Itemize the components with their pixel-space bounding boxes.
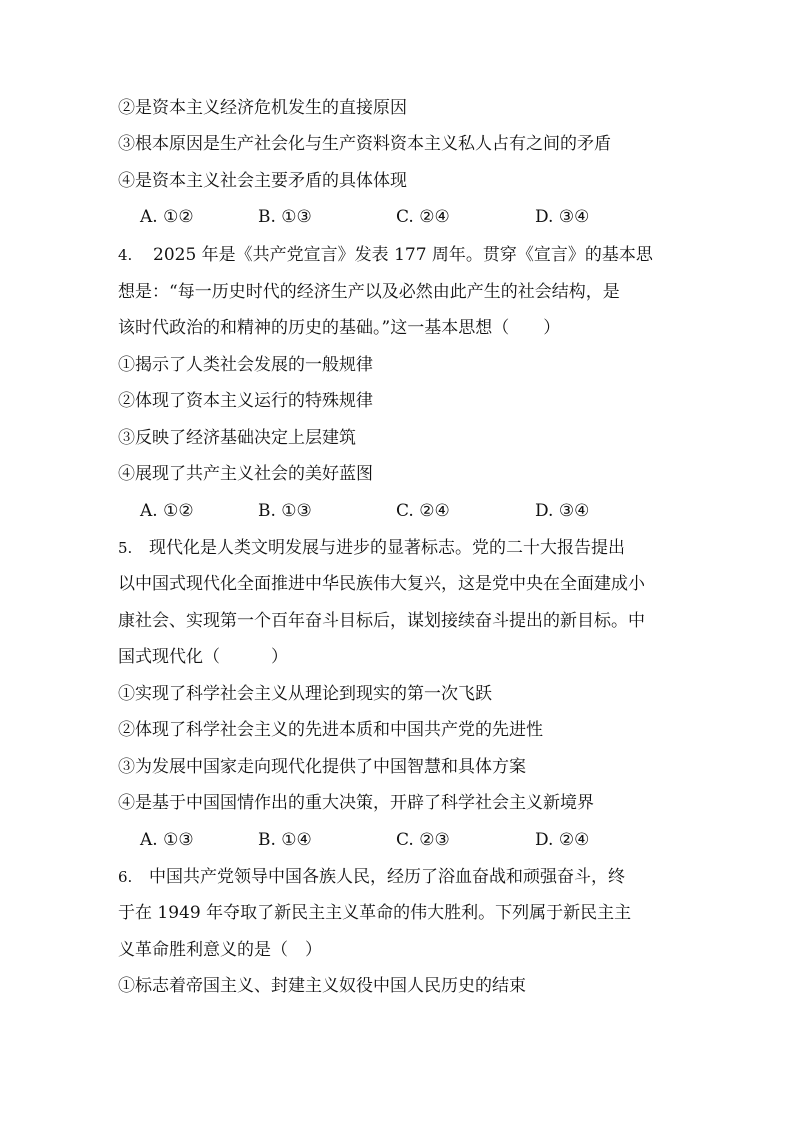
q5-option-c[interactable]: C. ②③ bbox=[396, 830, 450, 850]
q4-stem-line-1: 2025 年是《共产党宣言》发表 177 周年。贯穿《宣言》的基本思 bbox=[153, 245, 653, 265]
q4-stem-line-2: 想是：“每一历史时代的经济生产以及必然由此产生的社会结构，是 bbox=[118, 282, 620, 302]
q5-statement-1: ①实现了科学社会主义从理论到现实的第一次飞跃 bbox=[118, 684, 492, 704]
q5-option-a[interactable]: A. ①③ bbox=[140, 830, 194, 850]
q4-option-d[interactable]: D. ③④ bbox=[535, 501, 590, 521]
q5-option-b[interactable]: B. ①④ bbox=[258, 830, 312, 850]
q6-stem-line-1: 中国共产党领导中国各族人民，经历了浴血奋战和顽强奋斗，终 bbox=[149, 867, 625, 887]
q4-statement-1: ①揭示了人类社会发展的一般规律 bbox=[118, 355, 373, 375]
q4-option-a[interactable]: A. ①② bbox=[140, 501, 194, 521]
q5-stem-line-3: 康社会、实现第一个百年奋斗目标后，谋划接续奋斗提出的新目标。中 bbox=[118, 611, 645, 631]
q5-stem-line-4: 国式现代化（ ） bbox=[118, 647, 288, 667]
q3-statement-4: ④是资本主义社会主要矛盾的具体体现 bbox=[118, 171, 407, 191]
q5-option-d[interactable]: D. ②④ bbox=[535, 830, 590, 850]
q3-statement-3: ③根本原因是生产社会化与生产资料资本主义私人占有之间的矛盾 bbox=[118, 134, 611, 154]
q6-stem-line-2: 于在 1949 年夺取了新民主主义革命的伟大胜利。下列属于新民主主 bbox=[118, 903, 632, 923]
q3-statement-2: ②是资本主义经济危机发生的直接原因 bbox=[118, 98, 407, 118]
q4-number: 4. bbox=[118, 246, 133, 264]
q5-number: 5. bbox=[118, 539, 133, 557]
q3-option-b[interactable]: B. ①③ bbox=[258, 207, 312, 227]
q5-statement-4: ④是基于中国国情作出的重大决策，开辟了科学社会主义新境界 bbox=[118, 793, 594, 813]
q4-option-c[interactable]: C. ②④ bbox=[396, 501, 450, 521]
q5-statement-3: ③为发展中国家走向现代化提供了中国智慧和具体方案 bbox=[118, 757, 526, 777]
q4-statement-4: ④展现了共产主义社会的美好蓝图 bbox=[118, 464, 373, 484]
q4-stem-line-3: 该时代政治的和精神的历史的基础。”这一基本思想（ ） bbox=[118, 318, 561, 338]
q5-stem-line-1: 现代化是人类文明发展与进步的显著标志。党的二十大报告提出 bbox=[149, 538, 625, 558]
q5-stem-line-2: 以中国式现代化全面推进中华民族伟大复兴，这是党中央在全面建成小 bbox=[118, 574, 645, 594]
q5-statement-2: ②体现了科学社会主义的先进本质和中国共产党的先进性 bbox=[118, 720, 543, 740]
q4-option-b[interactable]: B. ①③ bbox=[258, 501, 312, 521]
q6-stem-line-3: 义革命胜利意义的是（ ） bbox=[118, 940, 322, 960]
q4-statement-2: ②体现了资本主义运行的特殊规律 bbox=[118, 391, 373, 411]
q6-statement-1: ①标志着帝国主义、封建主义奴役中国人民历史的结束 bbox=[118, 976, 526, 996]
q4-statement-3: ③反映了经济基础决定上层建筑 bbox=[118, 428, 356, 448]
q3-option-a[interactable]: A. ①② bbox=[140, 207, 194, 227]
q3-option-d[interactable]: D. ③④ bbox=[535, 207, 590, 227]
q3-option-c[interactable]: C. ②④ bbox=[396, 207, 450, 227]
q6-number: 6. bbox=[118, 868, 133, 886]
